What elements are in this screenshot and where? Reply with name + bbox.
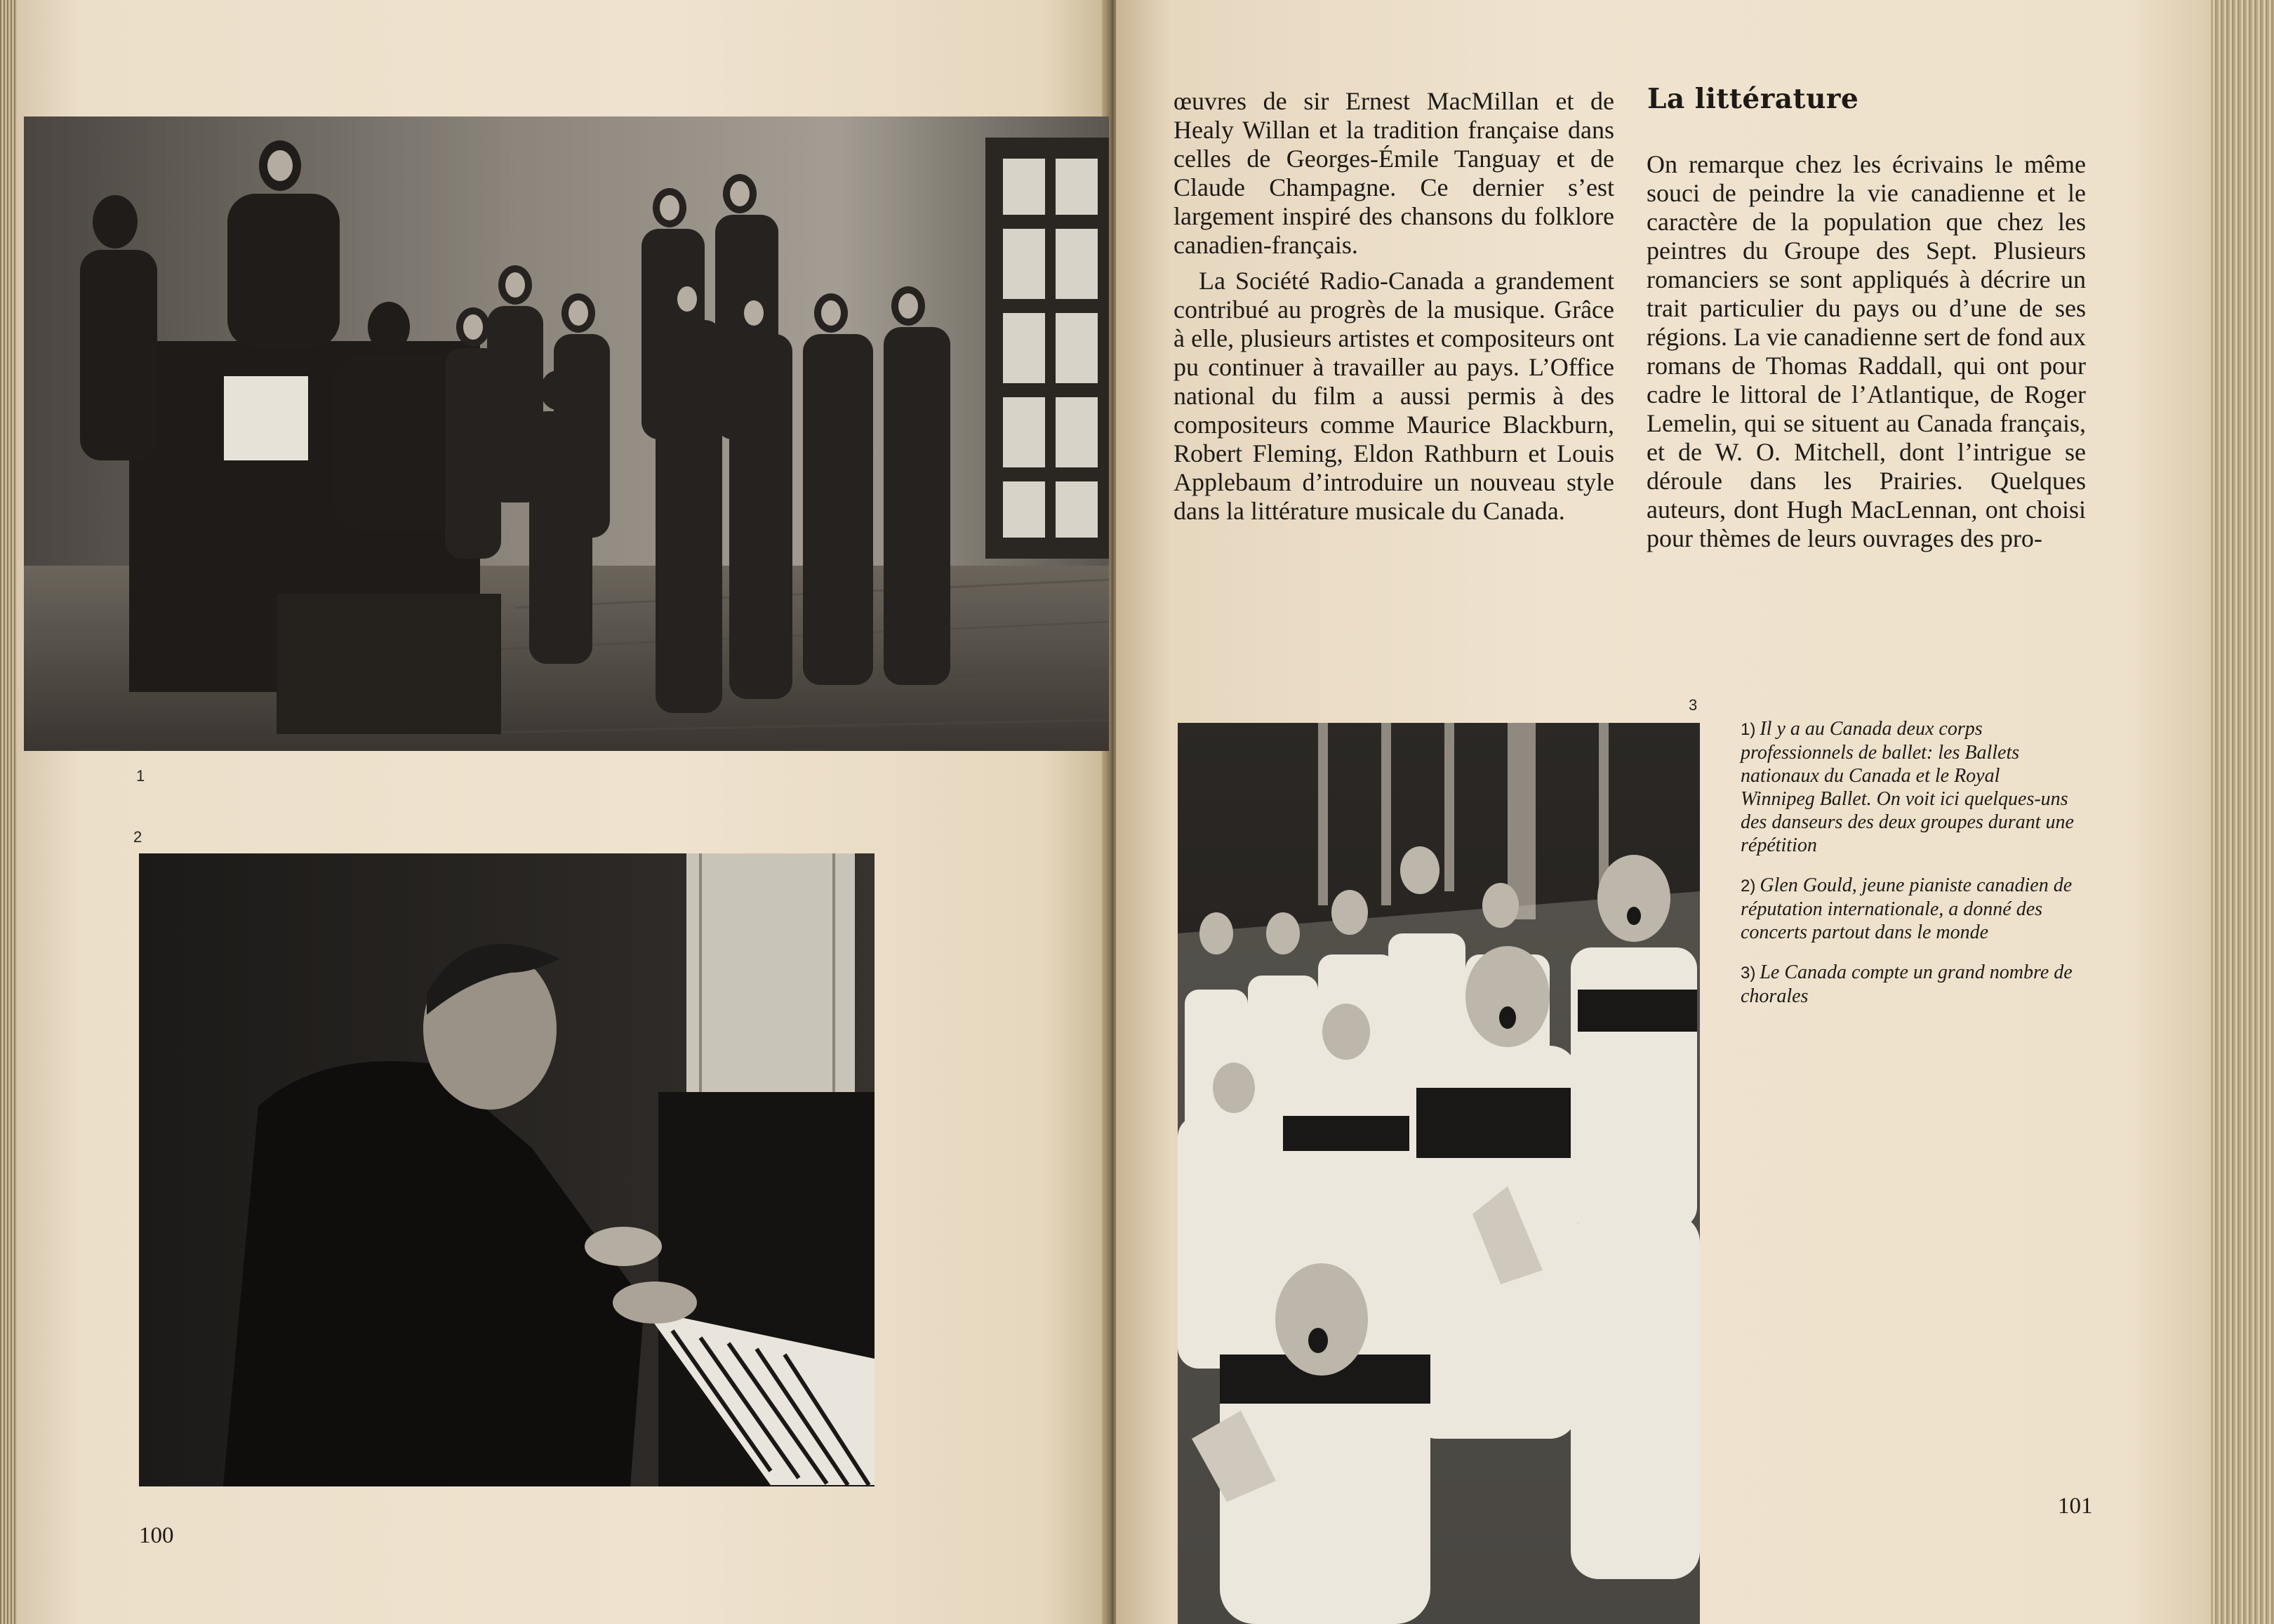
caption-3 — [1741, 961, 2077, 1008]
caption-text: Il y a au Canada deux corps professionnels de ballet: les Ballets nationaux du Canada et le Royal Winnipeg Ballet. On voit ici quelques-uns des danseurs des deux groupes durant une répétition — [1741, 718, 2074, 856]
text-column-literature — [1647, 150, 2086, 553]
book-edge-left — [0, 0, 17, 1624]
photo-choir — [1178, 723, 1700, 1624]
page-number-right: 101 — [2058, 1493, 2093, 1519]
caption-text: Le Canada compte un grand nombre de chorales — [1741, 961, 2073, 1007]
paragraph: La Société Radio-Canada a grandement contribué au progrès de la musique. Grâce à elle, plusieurs artistes et compositeurs ont pu continuer à travailler au pays. L’Office national du film a aussi permis à des compositeurs comme Maurice Blackburn, Robert Fleming, Eldon Rathburn et Louis Applebaum d’introduire un nouveau style dans la littérature musicale du Canada. — [1173, 267, 1614, 525]
caption-number: 2) — [1741, 877, 1756, 896]
figure-captions — [1741, 717, 2077, 1025]
caption-number: 3) — [1741, 964, 1756, 983]
figure-number-3: 3 — [1689, 696, 1698, 714]
caption-1 — [1741, 717, 2077, 857]
text-column-music — [1173, 87, 1614, 526]
caption-2 — [1741, 874, 2077, 944]
paragraph: On remarque chez les écrivains le même souci de peindre la vie canadienne et le caractère de la population que chez les peintres du Groupe des Sept. Plusieurs romanciers se sont appliqués à décrire un trait particulier du pays ou d’une de ses régions. La vie canadienne sert de fond aux romans de Thomas Raddall, qui ont pour cadre le littoral de l’Atlantique, de Roger Lemelin, qui se situent au Canada français, et de W. O. Mitchell, dont l’intrigue se déroule dans les Prairies. Quelques auteurs, dont Hugh MacLennan, ont choisi pour thèmes de leurs ouvrages des pro- — [1647, 150, 2086, 552]
photo-ballet-rehearsal — [24, 117, 1109, 751]
caption-text: Glen Gould, jeune pianiste canadien de réputation internationale, a donné des concerts partout dans le monde — [1741, 874, 2073, 943]
section-heading: La littérature — [1647, 83, 1859, 115]
figure-number-2: 2 — [133, 828, 142, 846]
page-number-left: 100 — [139, 1523, 174, 1548]
figure-number-1: 1 — [136, 767, 145, 785]
caption-number: 1) — [1741, 720, 1756, 739]
book-edge-right — [2211, 0, 2274, 1624]
photo-pianist — [139, 853, 875, 1486]
paragraph: œuvres de sir Ernest MacMillan et de Healy Willan et la tradition française dans celles de Georges-Émile Tanguay et de Claude Champagne. Ce dernier s’est largement inspiré des chansons du folklore canadien-français. — [1173, 87, 1614, 259]
